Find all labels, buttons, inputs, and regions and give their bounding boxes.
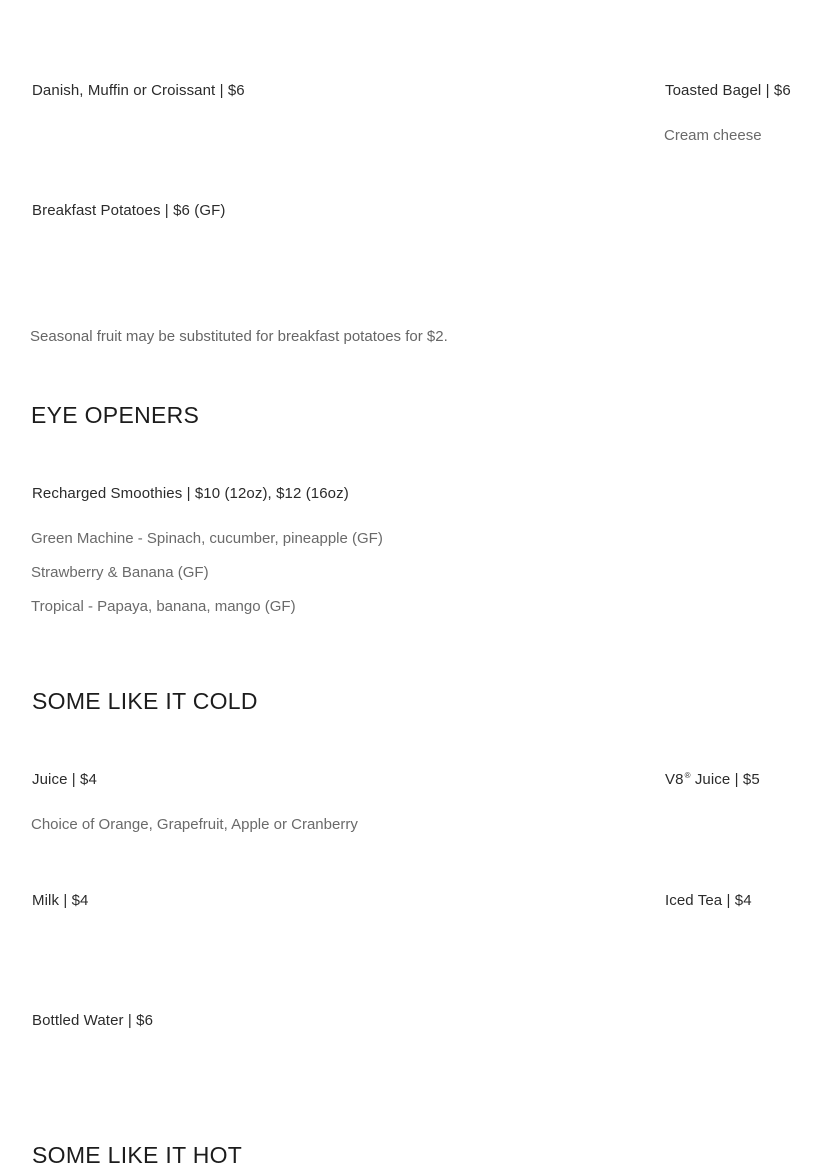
menu-item-danish: Danish, Muffin or Croissant | $6: [32, 82, 245, 99]
v8-label-rest: Juice | $5: [690, 771, 760, 788]
section-heading-cold: SOME LIKE IT COLD: [32, 688, 258, 714]
menu-item-v8-juice: [665, 771, 760, 788]
v8-name: V8: [665, 771, 684, 788]
substitution-note: Seasonal fruit may be substituted for breakfast potatoes for $2.: [30, 328, 448, 345]
registered-mark: ®: [684, 771, 691, 780]
menu-item-smoothies: Recharged Smoothies | $10 (12oz), $12 (16oz): [32, 485, 349, 502]
menu-item-juice: Juice | $4: [32, 771, 97, 788]
menu-item-milk: Milk | $4: [32, 892, 89, 909]
menu-item-potatoes: Breakfast Potatoes | $6 (GF): [32, 202, 226, 219]
menu-item-iced-tea: Iced Tea | $4: [665, 892, 752, 909]
menu-item-bagel-description: Cream cheese: [664, 127, 762, 144]
menu-item-bagel: Toasted Bagel | $6: [665, 82, 791, 99]
smoothie-option: Green Machine - Spinach, cucumber, pineapple (GF): [31, 530, 383, 547]
smoothie-option: Tropical - Papaya, banana, mango (GF): [31, 598, 296, 615]
smoothie-option: Strawberry & Banana (GF): [31, 564, 209, 581]
menu-item-juice-description: Choice of Orange, Grapefruit, Apple or Cranberry: [31, 816, 358, 833]
section-heading-eye-openers: EYE OPENERS: [31, 402, 200, 428]
menu-item-bottled-water: Bottled Water | $6: [32, 1012, 154, 1029]
section-heading-hot: SOME LIKE IT HOT: [32, 1142, 243, 1168]
